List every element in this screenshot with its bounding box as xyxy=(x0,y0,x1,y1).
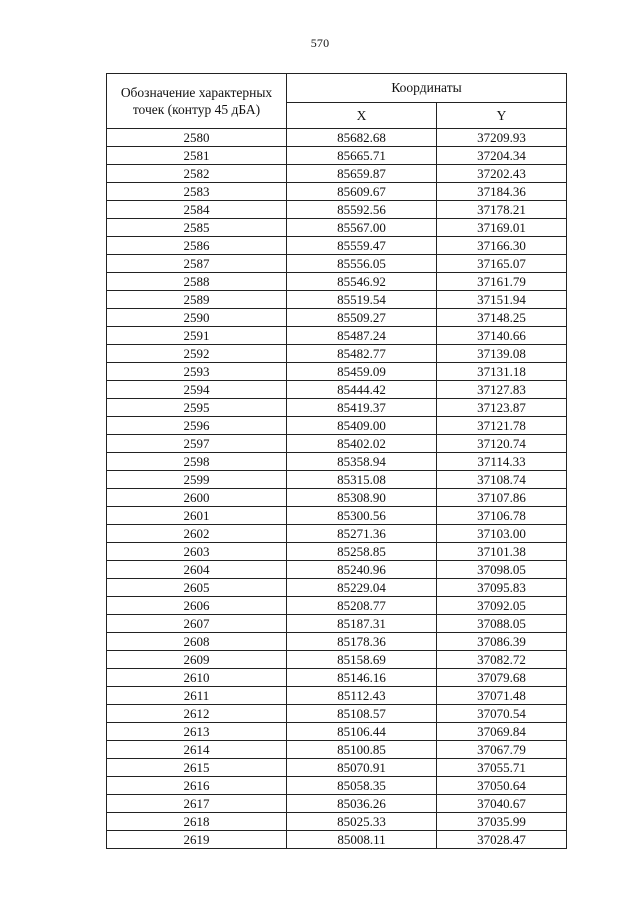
y-cell: 37120.74 xyxy=(437,435,567,453)
x-cell: 85482.77 xyxy=(287,345,437,363)
x-cell: 85459.09 xyxy=(287,363,437,381)
table-row xyxy=(107,183,567,201)
x-cell: 85008.11 xyxy=(287,831,437,849)
point-cell: 2601 xyxy=(107,507,287,525)
point-cell: 2610 xyxy=(107,669,287,687)
point-cell: 2606 xyxy=(107,597,287,615)
y-cell: 37151.94 xyxy=(437,291,567,309)
x-cell: 85665.71 xyxy=(287,147,437,165)
table-row xyxy=(107,165,567,183)
x-cell: 85070.91 xyxy=(287,759,437,777)
point-cell: 2607 xyxy=(107,615,287,633)
table-row xyxy=(107,615,567,633)
y-cell: 37169.01 xyxy=(437,219,567,237)
x-cell: 85208.77 xyxy=(287,597,437,615)
table-row xyxy=(107,723,567,741)
y-cell: 37209.93 xyxy=(437,129,567,147)
x-cell: 85300.56 xyxy=(287,507,437,525)
y-cell: 37148.25 xyxy=(437,309,567,327)
x-cell: 85659.87 xyxy=(287,165,437,183)
y-cell: 37069.84 xyxy=(437,723,567,741)
table-row xyxy=(107,669,567,687)
table-row xyxy=(107,381,567,399)
y-cell: 37139.08 xyxy=(437,345,567,363)
point-cell: 2596 xyxy=(107,417,287,435)
x-cell: 85036.26 xyxy=(287,795,437,813)
x-cell: 85682.68 xyxy=(287,129,437,147)
x-cell: 85025.33 xyxy=(287,813,437,831)
y-cell: 37165.07 xyxy=(437,255,567,273)
x-cell: 85108.57 xyxy=(287,705,437,723)
y-cell: 37140.66 xyxy=(437,327,567,345)
table-row xyxy=(107,831,567,849)
table-row xyxy=(107,453,567,471)
point-cell: 2593 xyxy=(107,363,287,381)
point-cell: 2598 xyxy=(107,453,287,471)
x-cell: 85556.05 xyxy=(287,255,437,273)
table-row xyxy=(107,795,567,813)
y-cell: 37055.71 xyxy=(437,759,567,777)
table-row xyxy=(107,777,567,795)
y-cell: 37035.99 xyxy=(437,813,567,831)
x-cell: 85592.56 xyxy=(287,201,437,219)
point-cell: 2618 xyxy=(107,813,287,831)
table-row xyxy=(107,489,567,507)
table-row xyxy=(107,543,567,561)
x-cell: 85409.00 xyxy=(287,417,437,435)
table-row xyxy=(107,255,567,273)
table-row xyxy=(107,201,567,219)
y-cell: 37107.86 xyxy=(437,489,567,507)
point-cell: 2583 xyxy=(107,183,287,201)
point-cell: 2611 xyxy=(107,687,287,705)
point-cell: 2603 xyxy=(107,543,287,561)
x-cell: 85178.36 xyxy=(287,633,437,651)
table-row xyxy=(107,579,567,597)
x-cell: 85609.67 xyxy=(287,183,437,201)
x-cell: 85058.35 xyxy=(287,777,437,795)
table-row xyxy=(107,309,567,327)
x-cell: 85509.27 xyxy=(287,309,437,327)
table-row xyxy=(107,813,567,831)
y-cell: 37103.00 xyxy=(437,525,567,543)
table-row xyxy=(107,597,567,615)
y-cell: 37161.79 xyxy=(437,273,567,291)
table-row xyxy=(107,687,567,705)
y-cell: 37086.39 xyxy=(437,633,567,651)
y-cell: 37106.78 xyxy=(437,507,567,525)
point-designation-header: Обозначение характерных точек (контур 45 дБА) xyxy=(107,74,287,129)
point-cell: 2588 xyxy=(107,273,287,291)
table-row xyxy=(107,129,567,147)
x-cell: 85402.02 xyxy=(287,435,437,453)
point-cell: 2617 xyxy=(107,795,287,813)
point-cell: 2595 xyxy=(107,399,287,417)
x-cell: 85229.04 xyxy=(287,579,437,597)
point-cell: 2612 xyxy=(107,705,287,723)
x-cell: 85546.92 xyxy=(287,273,437,291)
y-cell: 37028.47 xyxy=(437,831,567,849)
y-column-header: Y xyxy=(437,103,567,129)
table-row xyxy=(107,471,567,489)
x-cell: 85308.90 xyxy=(287,489,437,507)
point-cell: 2609 xyxy=(107,651,287,669)
x-cell: 85358.94 xyxy=(287,453,437,471)
table-row xyxy=(107,327,567,345)
point-cell: 2586 xyxy=(107,237,287,255)
y-cell: 37202.43 xyxy=(437,165,567,183)
y-cell: 37131.18 xyxy=(437,363,567,381)
point-cell: 2614 xyxy=(107,741,287,759)
y-cell: 37123.87 xyxy=(437,399,567,417)
x-cell: 85100.85 xyxy=(287,741,437,759)
point-cell: 2590 xyxy=(107,309,287,327)
x-cell: 85187.31 xyxy=(287,615,437,633)
point-cell: 2584 xyxy=(107,201,287,219)
table-row xyxy=(107,399,567,417)
point-cell: 2580 xyxy=(107,129,287,147)
y-cell: 37178.21 xyxy=(437,201,567,219)
x-column-header: X xyxy=(287,103,437,129)
point-cell: 2619 xyxy=(107,831,287,849)
x-cell: 85106.44 xyxy=(287,723,437,741)
x-cell: 85240.96 xyxy=(287,561,437,579)
point-cell: 2594 xyxy=(107,381,287,399)
y-cell: 37121.78 xyxy=(437,417,567,435)
point-cell: 2600 xyxy=(107,489,287,507)
point-cell: 2589 xyxy=(107,291,287,309)
point-cell: 2585 xyxy=(107,219,287,237)
y-cell: 37127.83 xyxy=(437,381,567,399)
x-cell: 85158.69 xyxy=(287,651,437,669)
y-cell: 37101.38 xyxy=(437,543,567,561)
y-cell: 37098.05 xyxy=(437,561,567,579)
table-row xyxy=(107,435,567,453)
y-cell: 37184.36 xyxy=(437,183,567,201)
y-cell: 37108.74 xyxy=(437,471,567,489)
table-row xyxy=(107,345,567,363)
point-cell: 2604 xyxy=(107,561,287,579)
point-cell: 2602 xyxy=(107,525,287,543)
table-row xyxy=(107,561,567,579)
y-cell: 37088.05 xyxy=(437,615,567,633)
table-row xyxy=(107,363,567,381)
point-cell: 2597 xyxy=(107,435,287,453)
table-row xyxy=(107,273,567,291)
coordinates-table xyxy=(106,73,567,849)
x-cell: 85419.37 xyxy=(287,399,437,417)
table-row xyxy=(107,237,567,255)
table-row xyxy=(107,525,567,543)
point-cell: 2599 xyxy=(107,471,287,489)
x-cell: 85112.43 xyxy=(287,687,437,705)
x-cell: 85519.54 xyxy=(287,291,437,309)
x-cell: 85487.24 xyxy=(287,327,437,345)
y-cell: 37114.33 xyxy=(437,453,567,471)
coordinates-header: Координаты xyxy=(287,74,567,103)
y-cell: 37095.83 xyxy=(437,579,567,597)
x-cell: 85315.08 xyxy=(287,471,437,489)
table-row xyxy=(107,417,567,435)
table-row xyxy=(107,705,567,723)
point-cell: 2592 xyxy=(107,345,287,363)
y-cell: 37079.68 xyxy=(437,669,567,687)
x-cell: 85444.42 xyxy=(287,381,437,399)
table-row xyxy=(107,507,567,525)
table-row xyxy=(107,147,567,165)
point-cell: 2587 xyxy=(107,255,287,273)
point-cell: 2616 xyxy=(107,777,287,795)
y-cell: 37050.64 xyxy=(437,777,567,795)
y-cell: 37082.72 xyxy=(437,651,567,669)
point-cell: 2605 xyxy=(107,579,287,597)
table-row xyxy=(107,651,567,669)
point-cell: 2613 xyxy=(107,723,287,741)
y-cell: 37071.48 xyxy=(437,687,567,705)
x-cell: 85258.85 xyxy=(287,543,437,561)
point-cell: 2581 xyxy=(107,147,287,165)
y-cell: 37040.67 xyxy=(437,795,567,813)
y-cell: 37166.30 xyxy=(437,237,567,255)
point-cell: 2608 xyxy=(107,633,287,651)
table-row xyxy=(107,759,567,777)
point-cell: 2582 xyxy=(107,165,287,183)
table-header xyxy=(107,74,567,129)
x-cell: 85559.47 xyxy=(287,237,437,255)
table-row xyxy=(107,291,567,309)
point-cell: 2591 xyxy=(107,327,287,345)
y-cell: 37067.79 xyxy=(437,741,567,759)
x-cell: 85271.36 xyxy=(287,525,437,543)
table-row xyxy=(107,633,567,651)
table-body xyxy=(107,129,567,849)
table-row xyxy=(107,741,567,759)
y-cell: 37092.05 xyxy=(437,597,567,615)
x-cell: 85146.16 xyxy=(287,669,437,687)
y-cell: 37070.54 xyxy=(437,705,567,723)
y-cell: 37204.34 xyxy=(437,147,567,165)
page-number: 570 xyxy=(310,36,330,50)
point-cell: 2615 xyxy=(107,759,287,777)
table-row xyxy=(107,219,567,237)
x-cell: 85567.00 xyxy=(287,219,437,237)
